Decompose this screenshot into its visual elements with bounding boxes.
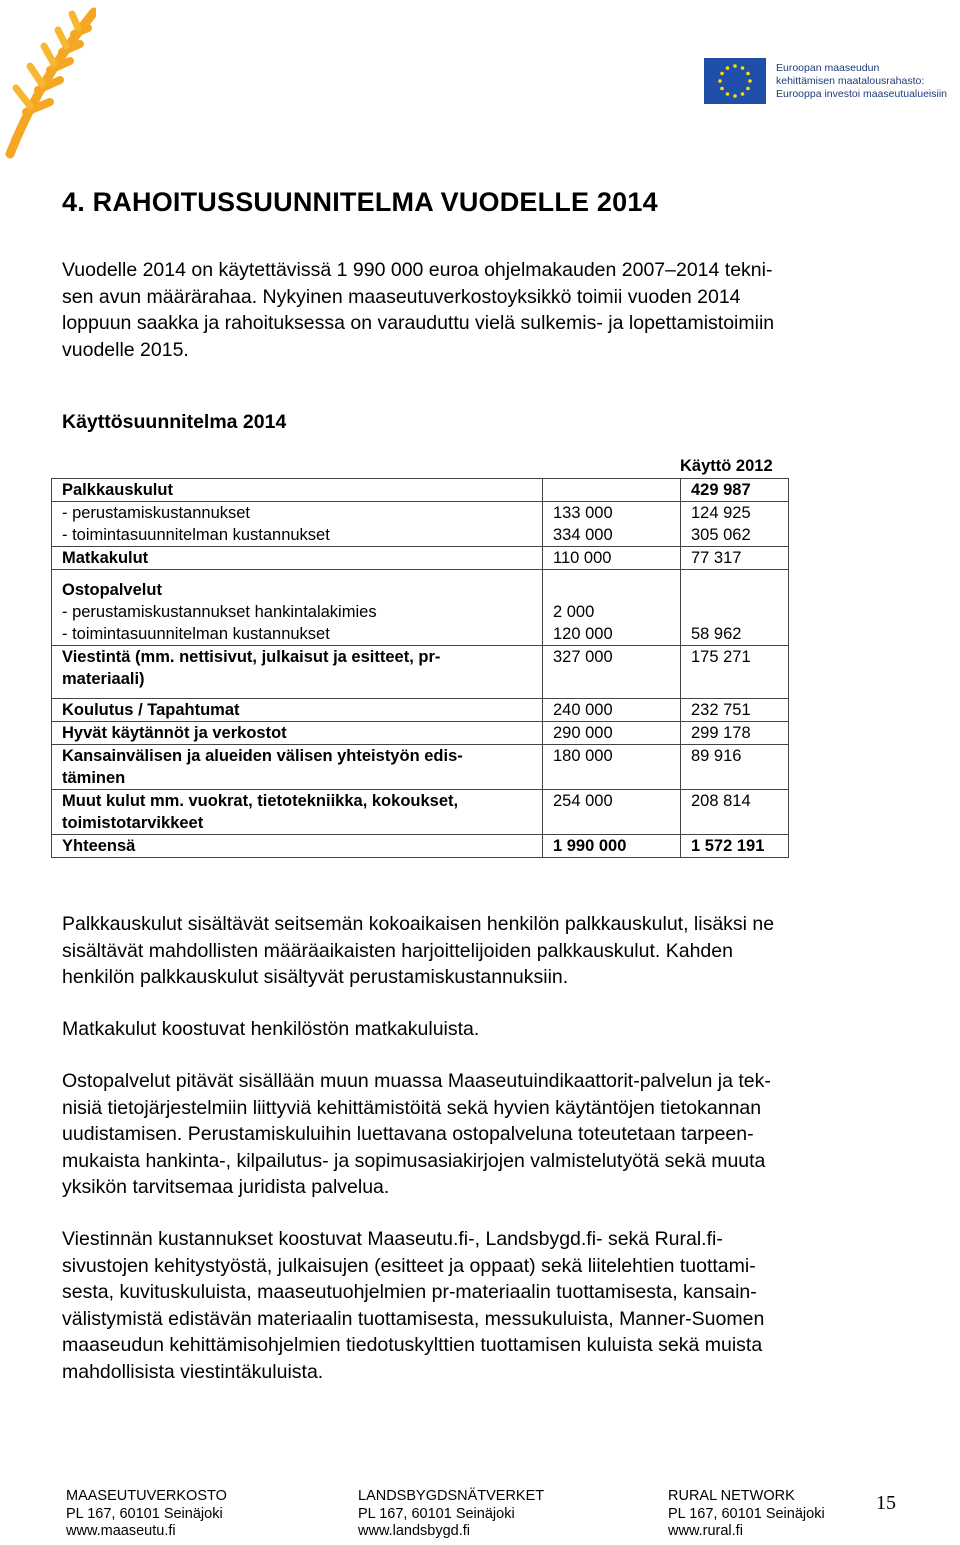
row-label: Yhteensä — [52, 835, 543, 858]
usage-cell — [681, 502, 789, 547]
usage-cell: 175 271 — [681, 646, 789, 699]
eu-star — [741, 92, 745, 96]
footer-address: PL 167, 60101 Seinäjoki — [66, 1505, 223, 1522]
sub-label: - perustamiskustannukset hankintalakimies — [62, 603, 377, 621]
text-line: loppuun saakka ja rahoituksessa on varauduttu vielä sulkemis- ja lopettamistoimiin — [62, 312, 775, 334]
text-line: mukaista hankinta-, kilpailutus- ja sopimusasiakirjojen valmistelutyötä sekä muuta — [62, 1149, 766, 1172]
table-row — [52, 699, 789, 722]
row-label: Matkakulut — [52, 547, 543, 570]
wheat-logo-icon — [4, 4, 96, 162]
eu-star — [733, 94, 737, 98]
paragraph-matkakulut — [62, 1016, 912, 1043]
table-row — [52, 790, 789, 835]
eu-line: Eurooppa investoi maaseutualueisiin — [776, 88, 948, 100]
table-row — [52, 722, 789, 745]
budget-cell: 110 000 — [543, 547, 681, 570]
paragraph-palkkauskulut — [62, 911, 912, 991]
usage-cell: 299 178 — [681, 722, 789, 745]
table-row — [52, 570, 789, 646]
budget-cell: 327 000 — [543, 646, 681, 699]
budget-cell: 180 000 — [543, 745, 681, 790]
text-line: Ostopalvelut pitävät sisällään muun muassa Maaseutuindikaattorit-palvelun ja tek- — [62, 1070, 771, 1092]
budget-cell: 290 000 — [543, 722, 681, 745]
eu-star — [720, 72, 724, 76]
text-line: yksikön tarvitsemaa juridista palvelua. — [62, 1176, 390, 1198]
row-label: Hyvät käytännöt ja verkostot — [52, 722, 543, 745]
intro-paragraph — [62, 257, 912, 363]
table-row — [52, 547, 789, 570]
footer-rural-network — [668, 1488, 825, 1541]
usage-cell — [681, 570, 789, 646]
eu-line: Euroopan maaseudun — [776, 62, 880, 74]
budget-cell — [543, 502, 681, 547]
footer-maaseutuverkosto — [66, 1488, 227, 1541]
footer-link[interactable]: www.maaseutu.fi — [66, 1523, 176, 1539]
eu-star — [733, 64, 737, 68]
row-label: Koulutus / Tapahtumat — [52, 699, 543, 722]
text-line: vuodelle 2015. — [62, 338, 189, 361]
sub-label: Ostopalvelut — [62, 581, 162, 599]
eu-star — [746, 72, 750, 76]
text-line: nisiä tietojärjestelmiin liittyviä kehittämistöitä sekä hyvien käytäntöjen tietokannan — [62, 1096, 762, 1119]
paragraph-ostopalvelut — [62, 1068, 912, 1201]
text-line: Palkkauskulut sisältävät seitsemän kokoaikaisen henkilön palkkauskulut, lisäksi ne — [62, 913, 775, 935]
footer-org: LANDSBYGDSNÄTVERKET — [358, 1488, 545, 1504]
footer-link[interactable]: www.rural.fi — [668, 1523, 743, 1539]
budget-table — [51, 478, 789, 858]
paragraph-viestinta — [62, 1226, 912, 1385]
value: 334 000 — [553, 526, 613, 544]
table-row — [52, 646, 789, 699]
col-header-kaytto: Käyttö 2012 — [680, 457, 773, 475]
footer-address: PL 167, 60101 Seinäjoki — [358, 1505, 515, 1522]
footer-org: MAASEUTUVERKOSTO — [66, 1488, 227, 1504]
value: 133 000 — [553, 504, 613, 522]
eu-star — [720, 87, 724, 91]
value: 120 000 — [553, 625, 613, 643]
eu-star — [718, 79, 722, 83]
footer-landsbygdsnatverket — [358, 1488, 544, 1541]
usage-cell: 232 751 — [681, 699, 789, 722]
text-line: maaseudun kehittämisohjelmien tiedotuskylttien tuottamisen kuluista sekä muista — [62, 1334, 763, 1356]
eu-star — [741, 66, 745, 70]
eu-flag-icon — [704, 58, 766, 104]
sub-label: Viestintä (mm. nettisivut, julkaisut ja esitteet, pr- — [62, 648, 441, 666]
sub-label: - perustamiskustannukset — [62, 504, 251, 522]
text-line: uudistamisen. Perustamiskuluihin luettavana ostopalveluna toteutetaan tarpeen- — [62, 1123, 754, 1145]
budget-cell: 240 000 — [543, 699, 681, 722]
row-label — [52, 745, 543, 790]
page-title: 4. RAHOITUSSUUNNITELMA VUODELLE 2014 — [62, 187, 658, 217]
row-label — [52, 790, 543, 835]
page-number: 15 — [876, 1492, 896, 1514]
eu-line: kehittämisen maatalousrahasto: — [776, 75, 925, 87]
budget-cell — [543, 570, 681, 646]
sub-label: Kansainvälisen ja alueiden välisen yhteistyön edis- — [62, 747, 463, 765]
usage-cell: 77 317 — [681, 547, 789, 570]
sub-label: täminen — [62, 769, 126, 787]
sub-label: - toimintasuunnitelman kustannukset — [62, 526, 330, 544]
text-line: sesta, kuvituskuluista, maaseutuohjelmien pr-materiaalin tuottamisesta, kansain- — [62, 1281, 757, 1303]
text-line: sen avun määrärahaa. Nykyinen maaseutuverkostoyksikkö toimii vuoden 2014 — [62, 285, 741, 308]
usage-cell: 208 814 — [681, 790, 789, 835]
usage-cell: 1 572 191 — [681, 835, 789, 858]
row-label — [52, 570, 543, 646]
table-row — [52, 479, 789, 502]
row-label — [52, 646, 543, 699]
eu-star — [748, 79, 752, 83]
row-label: Palkkauskulut — [52, 479, 543, 502]
footer-link[interactable]: www.landsbygd.fi — [358, 1523, 471, 1539]
value: 2 000 — [553, 603, 595, 621]
eu-star — [726, 92, 730, 96]
footer-address: PL 167, 60101 Seinäjoki — [668, 1505, 825, 1522]
table-row — [52, 502, 789, 547]
text-line: mahdollisista viestintäkuluista. — [62, 1360, 324, 1383]
row-label — [52, 502, 543, 547]
sub-label: toimistotarvikkeet — [62, 814, 204, 832]
text-line: Viestinnän kustannukset koostuvat Maaseutu.fi-, Landsbygd.fi- sekä Rural.fi- — [62, 1228, 723, 1250]
usage-cell: 429 987 — [681, 479, 789, 502]
text-line: Matkakulut koostuvat henkilöstön matkakuluista. — [62, 1018, 480, 1040]
eu-fund-text — [776, 62, 947, 101]
text-line: sivustojen kehitystyöstä, julkaisujen (esitteet ja oppaat) sekä liitelehtien tuottami- — [62, 1254, 756, 1277]
text-line: Vuodelle 2014 on käytettävissä 1 990 000 euroa ohjelmakauden 2007–2014 tekni- — [62, 259, 773, 281]
eu-star — [726, 66, 730, 70]
text-line: välistymistä edistävän materiaalin tuottamisesta, messukuluista, Manner-Suomen — [62, 1307, 765, 1330]
sub-label: Muut kulut mm. vuokrat, tietotekniikka, kokoukset, — [62, 792, 459, 810]
budget-cell: 1 990 000 — [543, 835, 681, 858]
value: 58 962 — [691, 625, 742, 643]
sub-label: materiaali) — [62, 670, 145, 688]
value: 305 062 — [691, 526, 751, 544]
sub-label: - toimintasuunnitelman kustannukset — [62, 625, 330, 643]
plan-title: Käyttösuunnitelma 2014 — [62, 411, 287, 433]
text-line: sisältävät mahdollisten määräaikaisten harjoittelijoiden palkkauskulut. Kahden — [62, 939, 733, 962]
budget-cell — [543, 479, 681, 502]
eu-star — [746, 87, 750, 91]
text-line: henkilön palkkauskulut sisältyvät perustamiskustannuksiin. — [62, 966, 569, 988]
table-row-total — [52, 835, 789, 858]
table-row — [52, 745, 789, 790]
value: 124 925 — [691, 504, 751, 522]
footer-org: RURAL NETWORK — [668, 1488, 795, 1504]
budget-cell: 254 000 — [543, 790, 681, 835]
usage-cell: 89 916 — [681, 745, 789, 790]
